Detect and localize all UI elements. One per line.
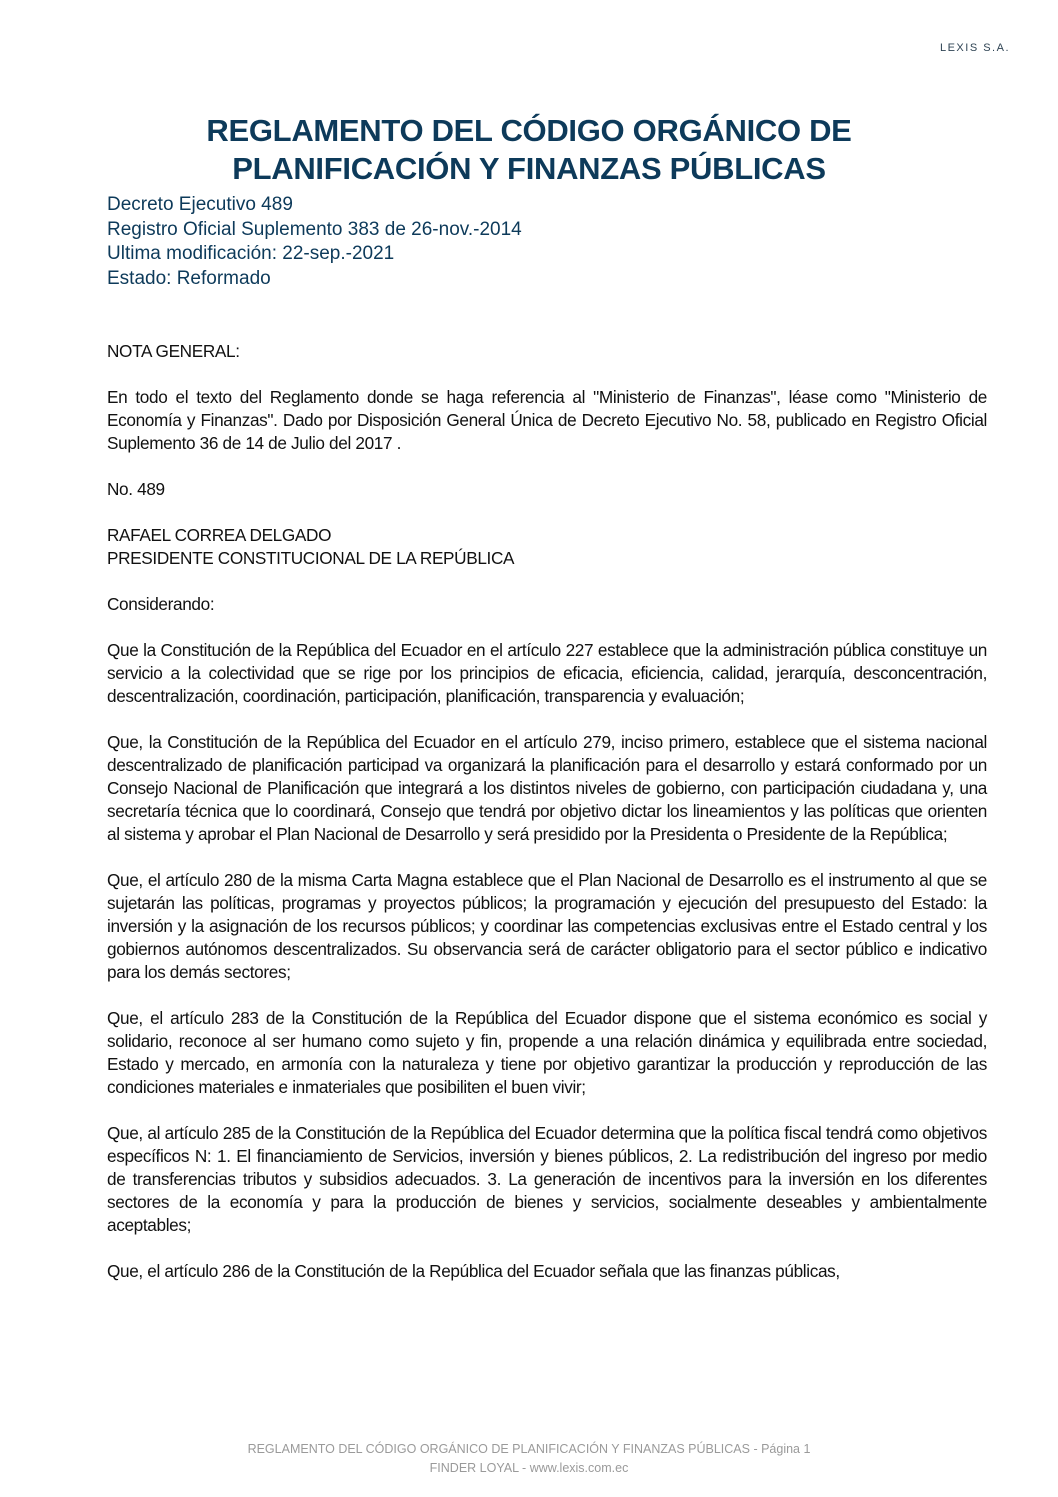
decree-number: Decreto Ejecutivo 489 bbox=[107, 194, 293, 215]
signatory-block bbox=[107, 524, 987, 570]
paragraph-art-227: Que la Constitución de la República del Ecuador en el artículo 227 establece que la administración pública constituye un servicio a la colectividad que se rige por los principios de eficacia, eficiencia, calidad, jerarquía, desconcentración, descentralización, coordinación, participación, planificación, transparencia y evaluación; bbox=[107, 640, 987, 706]
last-modified: Ultima modificación: 22-sep.-2021 bbox=[107, 243, 395, 264]
document-title-line-1: REGLAMENTO DEL CÓDIGO ORGÁNICO DE bbox=[206, 113, 852, 148]
document-body bbox=[107, 340, 987, 1306]
document-status: Estado: Reformado bbox=[107, 267, 271, 289]
page-footer bbox=[0, 1440, 1058, 1478]
official-registry: Registro Oficial Suplemento 383 de 26-nov.-2014 bbox=[107, 218, 522, 240]
document-metadata bbox=[107, 193, 522, 291]
paragraph-art-280: Que, el artículo 280 de la misma Carta Magna establece que el Plan Nacional de Desarrollo es el instrumento al que se sujetarán las políticas, programas y proyectos públicos; la programación y ejecución del presupuesto del Estado: la inversión y la asignación de los recursos públicos; y coordinar las competencias exclusivas entre el Estado central y los gobiernos autónomos descentralizados. Su observancia será de carácter obligatorio para el sector público e indicativo para los demás sectores; bbox=[107, 870, 987, 982]
nota-general-text: En todo el texto del Reglamento donde se haga referencia al "Ministerio de Finanzas", léase como "Ministerio de Economía y Finanzas". Dado por Disposición General Única de Decreto Ejecutivo No. 58, publicado en Registro Oficial Suplemento 36 de 14 de Julio del 2017 . bbox=[107, 387, 987, 453]
paragraph-art-285: Que, al artículo 285 de la Constitución de la República del Ecuador determina que la política fiscal tendrá como objetivos específicos N: 1. El financiamiento de Servicios, inversión y bienes públicos, 2. La redistribución del ingreso por medio de transferencias tributos y subsidios adecuados. 3. La generación de incentivos para la inversión en los diferentes sectores de la economía y para la producción de bienes y servicios, socialmente deseables y ambientalmente aceptables; bbox=[107, 1123, 987, 1235]
footer-source: FINDER LOYAL - www.lexis.com.ec bbox=[429, 1461, 629, 1475]
document-title bbox=[0, 112, 1058, 188]
decree-no: No. 489 bbox=[107, 479, 165, 499]
paragraph-art-279: Que, la Constitución de la República del Ecuador en el artículo 279, inciso primero, establece que el sistema nacional descentralizado de planificación participad va organizará la planificación para el desarrollo y estará conformado por un Consejo Nacional de Planificación que integrará a los distintos niveles de gobierno, con participación ciudadana y, una secretaría técnica que lo coordinará, Consejo que tendrá por objetivo dictar los lineamientos y las políticas que orienten al sistema y aprobar el Plan Nacional de Desarrollo y será presidido por la Presidenta o Presidente de la República; bbox=[107, 732, 987, 844]
signatory-title: PRESIDENTE CONSTITUCIONAL DE LA REPÚBLICA bbox=[107, 548, 515, 568]
signatory-name: RAFAEL CORREA DELGADO bbox=[107, 525, 332, 545]
paragraph-art-286: Que, el artículo 286 de la Constitución de la República del Ecuador señala que las finanzas públicas, bbox=[107, 1261, 840, 1281]
nota-general-heading: NOTA GENERAL: bbox=[107, 341, 240, 361]
considerando-heading: Considerando: bbox=[107, 594, 215, 614]
footer-title-page: REGLAMENTO DEL CÓDIGO ORGÁNICO DE PLANIFICACIÓN Y FINANZAS PÚBLICAS - Página 1 bbox=[247, 1442, 811, 1456]
publisher-brand: LEXIS S.A. bbox=[939, 42, 1010, 54]
paragraph-art-283: Que, el artículo 283 de la Constitución de la República del Ecuador dispone que el sistema económico es social y solidario, reconoce al ser humano como sujeto y fin, propende a una relación dinámica y equilibrada entre sociedad, Estado y mercado, en armonía con la naturaleza y tiene por objetivo garantizar la producción y reproducción de las condiciones materiales e inmateriales que posibiliten el buen vivir; bbox=[107, 1008, 987, 1097]
document-title-line-2: PLANIFICACIÓN Y FINANZAS PÚBLICAS bbox=[232, 151, 826, 186]
